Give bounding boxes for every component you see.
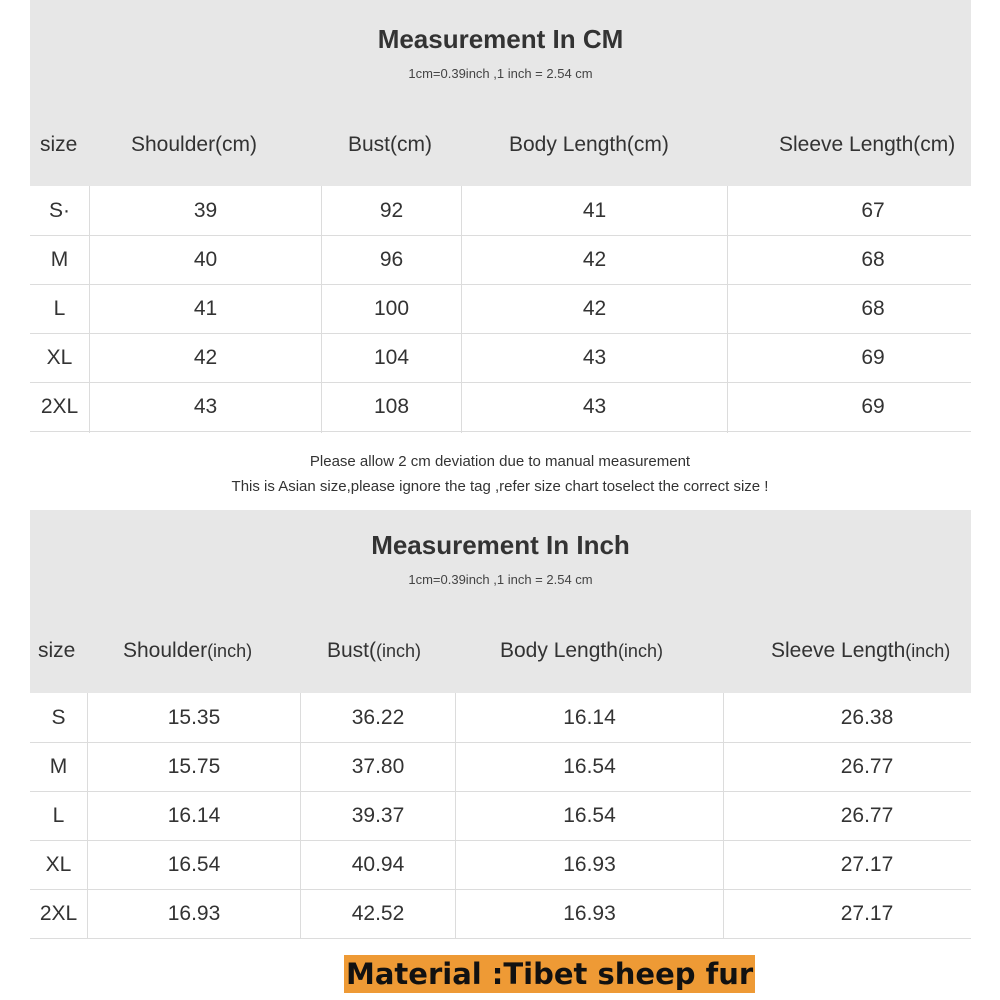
sleeve-length-cell: 26.77: [840, 755, 894, 778]
size-cell: M: [49, 755, 68, 778]
bust-cell: 39.37: [351, 804, 405, 827]
table-row: [30, 284, 971, 334]
cm-size-chart: [30, 0, 971, 433]
size-cell: M: [50, 248, 69, 271]
sleeve-length-cell: 68: [861, 248, 885, 271]
table-row: [30, 840, 971, 890]
inch-header-body-length: [500, 634, 663, 668]
sleeve-length-cell: 26.77: [840, 804, 894, 827]
size-cell: S·: [49, 199, 70, 222]
inch-header-sleeve-length: [771, 634, 950, 668]
header-label: size: [38, 639, 76, 662]
cm-header-size: size: [40, 133, 78, 156]
sleeve-length-cell: 69: [861, 346, 885, 369]
bust-cell: 104: [373, 346, 410, 369]
header-unit: (inch): [376, 641, 422, 661]
inch-header-size: [38, 634, 75, 668]
size-cell: 2XL: [40, 395, 79, 418]
cm-header-bust: Bust(cm): [348, 133, 432, 156]
inch-header-bust: [327, 634, 421, 668]
inch-chart-title: Measurement In Inch: [371, 530, 630, 560]
bust-cell: 37.80: [351, 755, 405, 778]
header-unit: (inch): [207, 641, 253, 661]
body-length-cell: 43: [582, 346, 607, 369]
shoulder-cell: 41: [193, 297, 218, 320]
cm-header-shoulder: Shoulder(cm): [131, 133, 258, 156]
cm-chart-subtitle: 1cm=0.39inch ,1 inch = 2.54 cm: [408, 66, 593, 81]
size-cell: S: [51, 706, 66, 729]
cm-header-body-length: Body Length(cm): [509, 133, 669, 156]
sleeve-length-cell: 27.17: [840, 902, 894, 925]
body-length-cell: 41: [582, 199, 607, 222]
table-row: [30, 186, 971, 236]
body-length-cell: 16.54: [563, 804, 616, 827]
shoulder-cell: 16.14: [167, 804, 221, 827]
size-cell: XL: [46, 346, 73, 369]
bust-cell: 108: [373, 395, 410, 418]
shoulder-cell: 42: [193, 346, 218, 369]
header-unit: (inch): [905, 641, 951, 661]
sleeve-length-cell: 67: [861, 199, 885, 222]
table-row: [30, 333, 971, 383]
body-length-cell: 16.93: [563, 902, 616, 925]
cm-header-sleeve-length: Sleeve Length(cm): [779, 133, 956, 156]
size-cell: XL: [45, 853, 72, 876]
header-label: Sleeve Length: [771, 639, 906, 662]
shoulder-cell: 16.54: [167, 853, 221, 876]
shoulder-cell: 15.75: [167, 755, 221, 778]
table-row: [30, 889, 971, 939]
inch-chart-subtitle: 1cm=0.39inch ,1 inch = 2.54 cm: [408, 572, 593, 587]
header-label: Body Length: [500, 639, 618, 662]
body-length-cell: 16.93: [563, 853, 616, 876]
bust-cell: 100: [373, 297, 410, 320]
sleeve-length-cell: 68: [861, 297, 885, 320]
size-cell: L: [52, 804, 65, 827]
size-cell: 2XL: [39, 902, 78, 925]
shoulder-cell: 16.93: [167, 902, 221, 925]
header-label: Shoulder: [123, 639, 208, 662]
material-label: Material :Tibet sheep fur: [346, 957, 754, 991]
bust-cell: 36.22: [351, 706, 405, 729]
header-label: Bust(: [327, 639, 377, 662]
asian-size-note: This is Asian size,please ignore the tag ,refer size chart toselect the correct size !: [231, 478, 769, 495]
bust-cell: 92: [379, 199, 404, 222]
inch-header-shoulder: [123, 634, 252, 668]
table-row: [30, 235, 971, 285]
shoulder-cell: 40: [193, 248, 218, 271]
size-cell: L: [53, 297, 66, 320]
bust-cell: 96: [379, 248, 404, 271]
body-length-cell: 43: [582, 395, 607, 418]
body-length-cell: 16.54: [563, 755, 616, 778]
table-row: [30, 693, 971, 743]
shoulder-cell: 39: [193, 199, 218, 222]
bust-cell: 42.52: [351, 902, 405, 925]
sleeve-length-cell: 27.17: [840, 853, 894, 876]
shoulder-cell: 43: [193, 395, 218, 418]
sleeve-length-cell: 26.38: [840, 706, 894, 729]
bust-cell: 40.94: [351, 853, 405, 876]
body-length-cell: 42: [582, 297, 607, 320]
table-row: [30, 742, 971, 792]
body-length-cell: 42: [582, 248, 607, 271]
cm-chart-title: Measurement In CM: [377, 24, 624, 54]
body-length-cell: 16.14: [563, 706, 616, 729]
table-row: [30, 382, 971, 432]
deviation-note: Please allow 2 cm deviation due to manual measurement: [309, 453, 691, 470]
shoulder-cell: 15.35: [167, 706, 221, 729]
inch-size-chart: [30, 510, 971, 938]
table-row: [30, 791, 971, 841]
sleeve-length-cell: 69: [861, 395, 885, 418]
header-unit: (inch): [617, 641, 663, 661]
